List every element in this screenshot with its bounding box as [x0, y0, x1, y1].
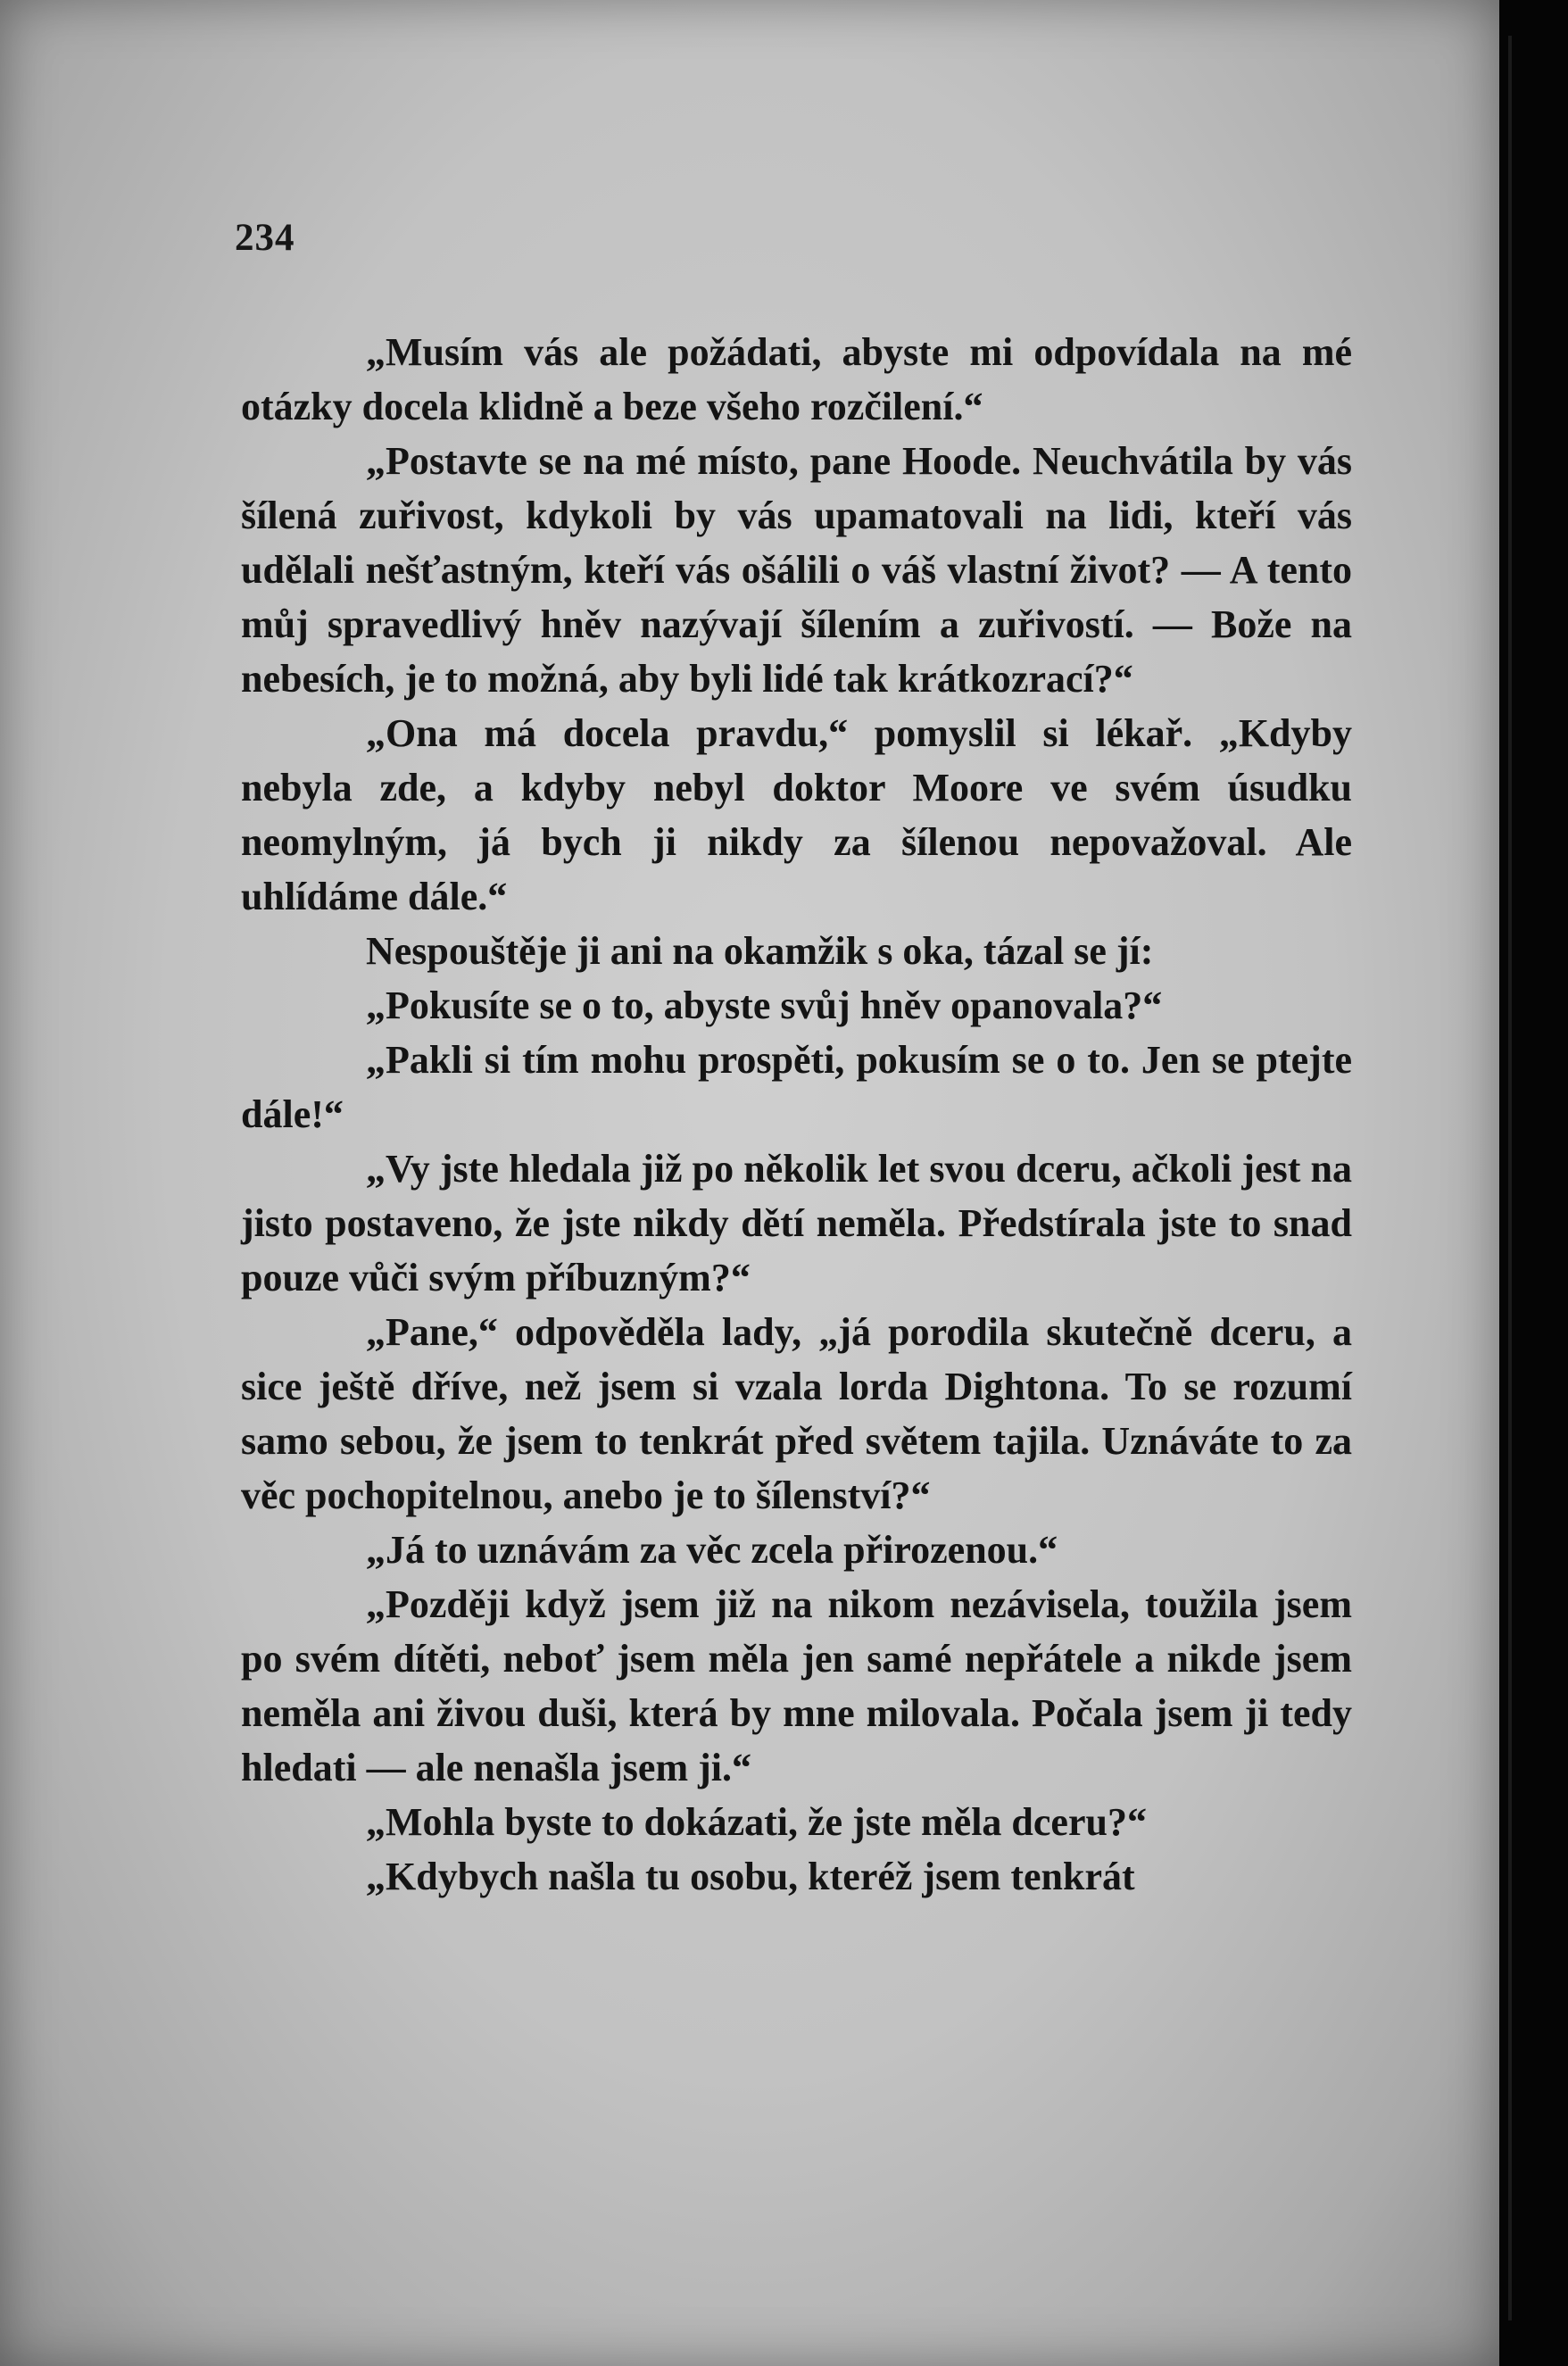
paragraph: „Vy jste hledala již po několik let svou dceru, ačkoli jest na jisto postaveno, že jste nikdy dětí neměla. Předstírala jste to snad pouze vůči svým příbuzným?“: [241, 1147, 1352, 1299]
paragraph: „Musím vás ale požádati, abyste mi odpovídala na mé otázky docela klidně a beze všeho rozčilení.“: [241, 330, 1352, 428]
paragraph: „Mohla byste to dokázati, že jste měla dceru?“: [366, 1800, 1147, 1844]
paragraph: „Pokusíte se o to, abyste svůj hněv opanovala?“: [366, 984, 1163, 1027]
paragraph: „Pane,“ odpověděla lady, „já porodila skutečně dceru, a sice ještě dříve, než jsem si vzala lorda Dightona. To se rozumí samo sebou, že jsem to tenkrát před světem tajila. Uznáváte to za věc pochopitelnou, anebo je to šílenství?“: [241, 1310, 1352, 1517]
page-edge-line: [1508, 36, 1512, 2320]
paragraph: „Kdybych našla tu osobu, kteréž jsem tenkrát: [366, 1855, 1135, 1898]
paragraph: „Postavte se na mé místo, pane Hoode. Neuchvátila by vás šílená zuřivost, kdykoli by vás upamatovali na lidi, kteří vás udělali nešťastným, kteří vás ošálili o váš vlastní život? — A tento můj spravedlivý hněv nazývají šílením a zuřivostí. — Bože na nebesích, je to možná, aby byli lidé tak krátkozrací?“: [241, 439, 1352, 701]
paragraph: „Ona má docela pravdu,“ pomyslil si lékař. „Kdyby nebyla zde, a kdyby nebyl doktor Moore ve svém úsudku neomylným, já bych ji nikdy za šílenou nepovažoval. Ale uhlídáme dále.“: [241, 711, 1352, 918]
paragraph: Nespouštěje ji ani na okamžik s oka, tázal se jí:: [366, 929, 1154, 973]
paragraph: „Já to uznávám za věc zcela přirozenou.“: [366, 1528, 1058, 1572]
paragraph: „Pakli si tím mohu prospěti, pokusím se o to. Jen se ptejte dále!“: [241, 1038, 1352, 1136]
page-number: 234: [235, 217, 295, 259]
text-body: [241, 325, 1352, 1904]
paragraph: „Později když jsem již na nikom nezávisela, toužila jsem po svém dítěti, neboť jsem měla jen samé nepřátele a nikde jsem neměla ani živou duši, která by mne milovala. Počala jsem ji tedy hledati — ale nenašla jsem ji.“: [241, 1582, 1352, 1789]
